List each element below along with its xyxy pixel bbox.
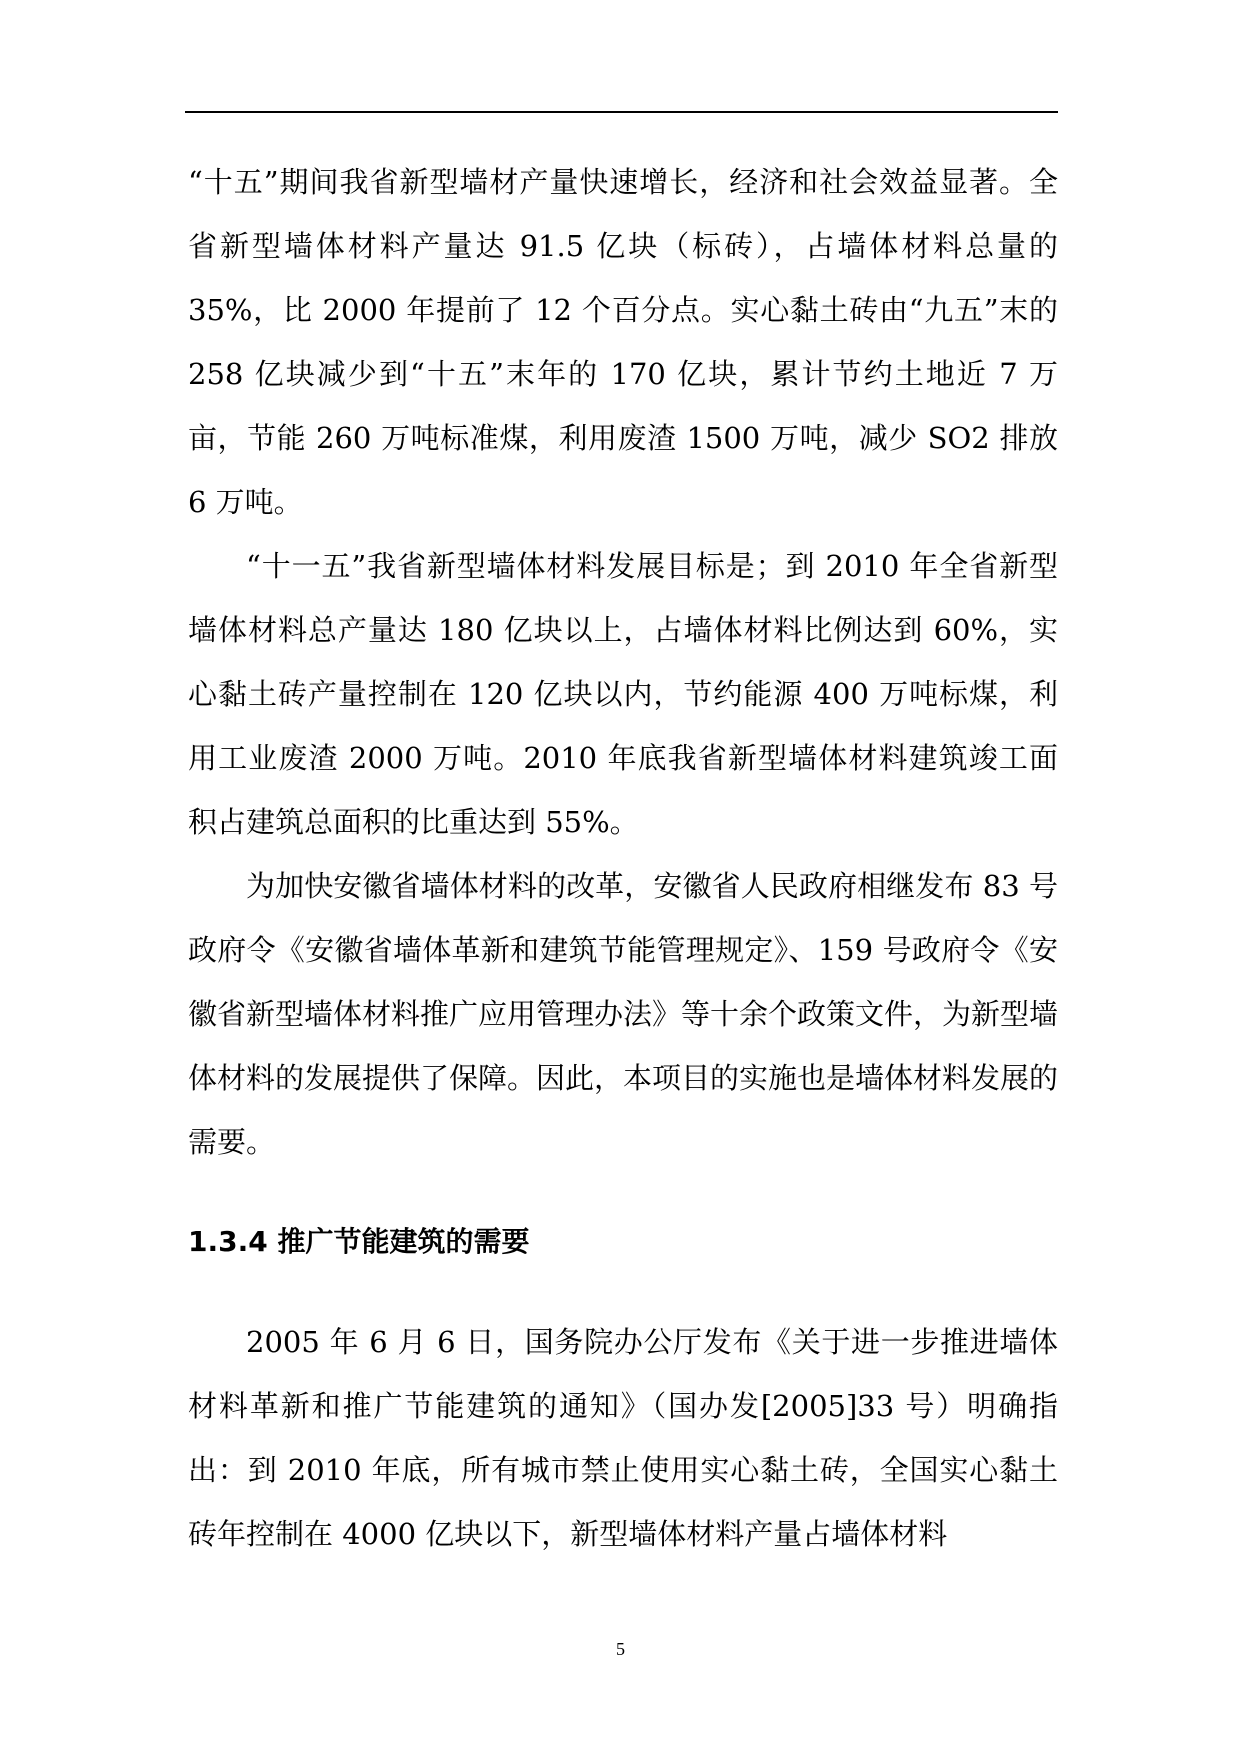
paragraph-tenth-five-year-results: “十五”期间我省新型墙材产量快速增长，经济和社会效益显著。全省新型墙体材料产量达 91.5 亿块（标砖），占墙体材料总量的 35%，比 2000 年提前了 12 个百分点。实心黏土砖由“九五”末的 258 亿块减少到“十五”末年的 170 亿块，累计节约土地近 7 万亩，节能 260 万吨标准煤，利用废渣 1500 万吨，减少 SO2 排放 6 万吨。 bbox=[188, 165, 1058, 519]
paragraph-anhui-policies: 为加快安徽省墙体材料的改革，安徽省人民政府相继发布 83 号政府令《安徽省墙体革新和建筑节能管理规定》、159 号政府令《安徽省新型墙体材料推广应用管理办法》等十余个政策文件，为新型墙体材料的发展提供了保障。因此，本项目的实施也是墙体材料发展的需要。 bbox=[188, 869, 1059, 1159]
page-number: 5 bbox=[616, 1639, 625, 1659]
section-heading: 1.3.4 推广节能建筑的需要 bbox=[188, 1225, 530, 1258]
paragraph-eleventh-five-year-goals: “十一五”我省新型墙体材料发展目标是；到 2010 年全省新型墙体材料总产量达 180 亿块以上，占墙体材料比例达到 60%，实心黏土砖产量控制在 120 亿块以内，节约能源 400 万吨标煤，利用工业废渣 2000 万吨。2010 年底我省新型墙体材料建筑竣工面积占建筑总面积的比重达到 55%。 bbox=[188, 549, 1058, 839]
header-rule bbox=[185, 111, 1058, 113]
paragraph-state-council-notice: 2005 年 6 月 6 日，国务院办公厅发布《关于进一步推进墙体材料革新和推广节能建筑的通知》（国办发[2005]33 号）明确指出：到 2010 年底，所有城市禁止使用实心黏土砖，全国实心黏土砖年控制在 4000 亿块以下，新型墙体材料产量占墙体材料 bbox=[188, 1325, 1058, 1551]
